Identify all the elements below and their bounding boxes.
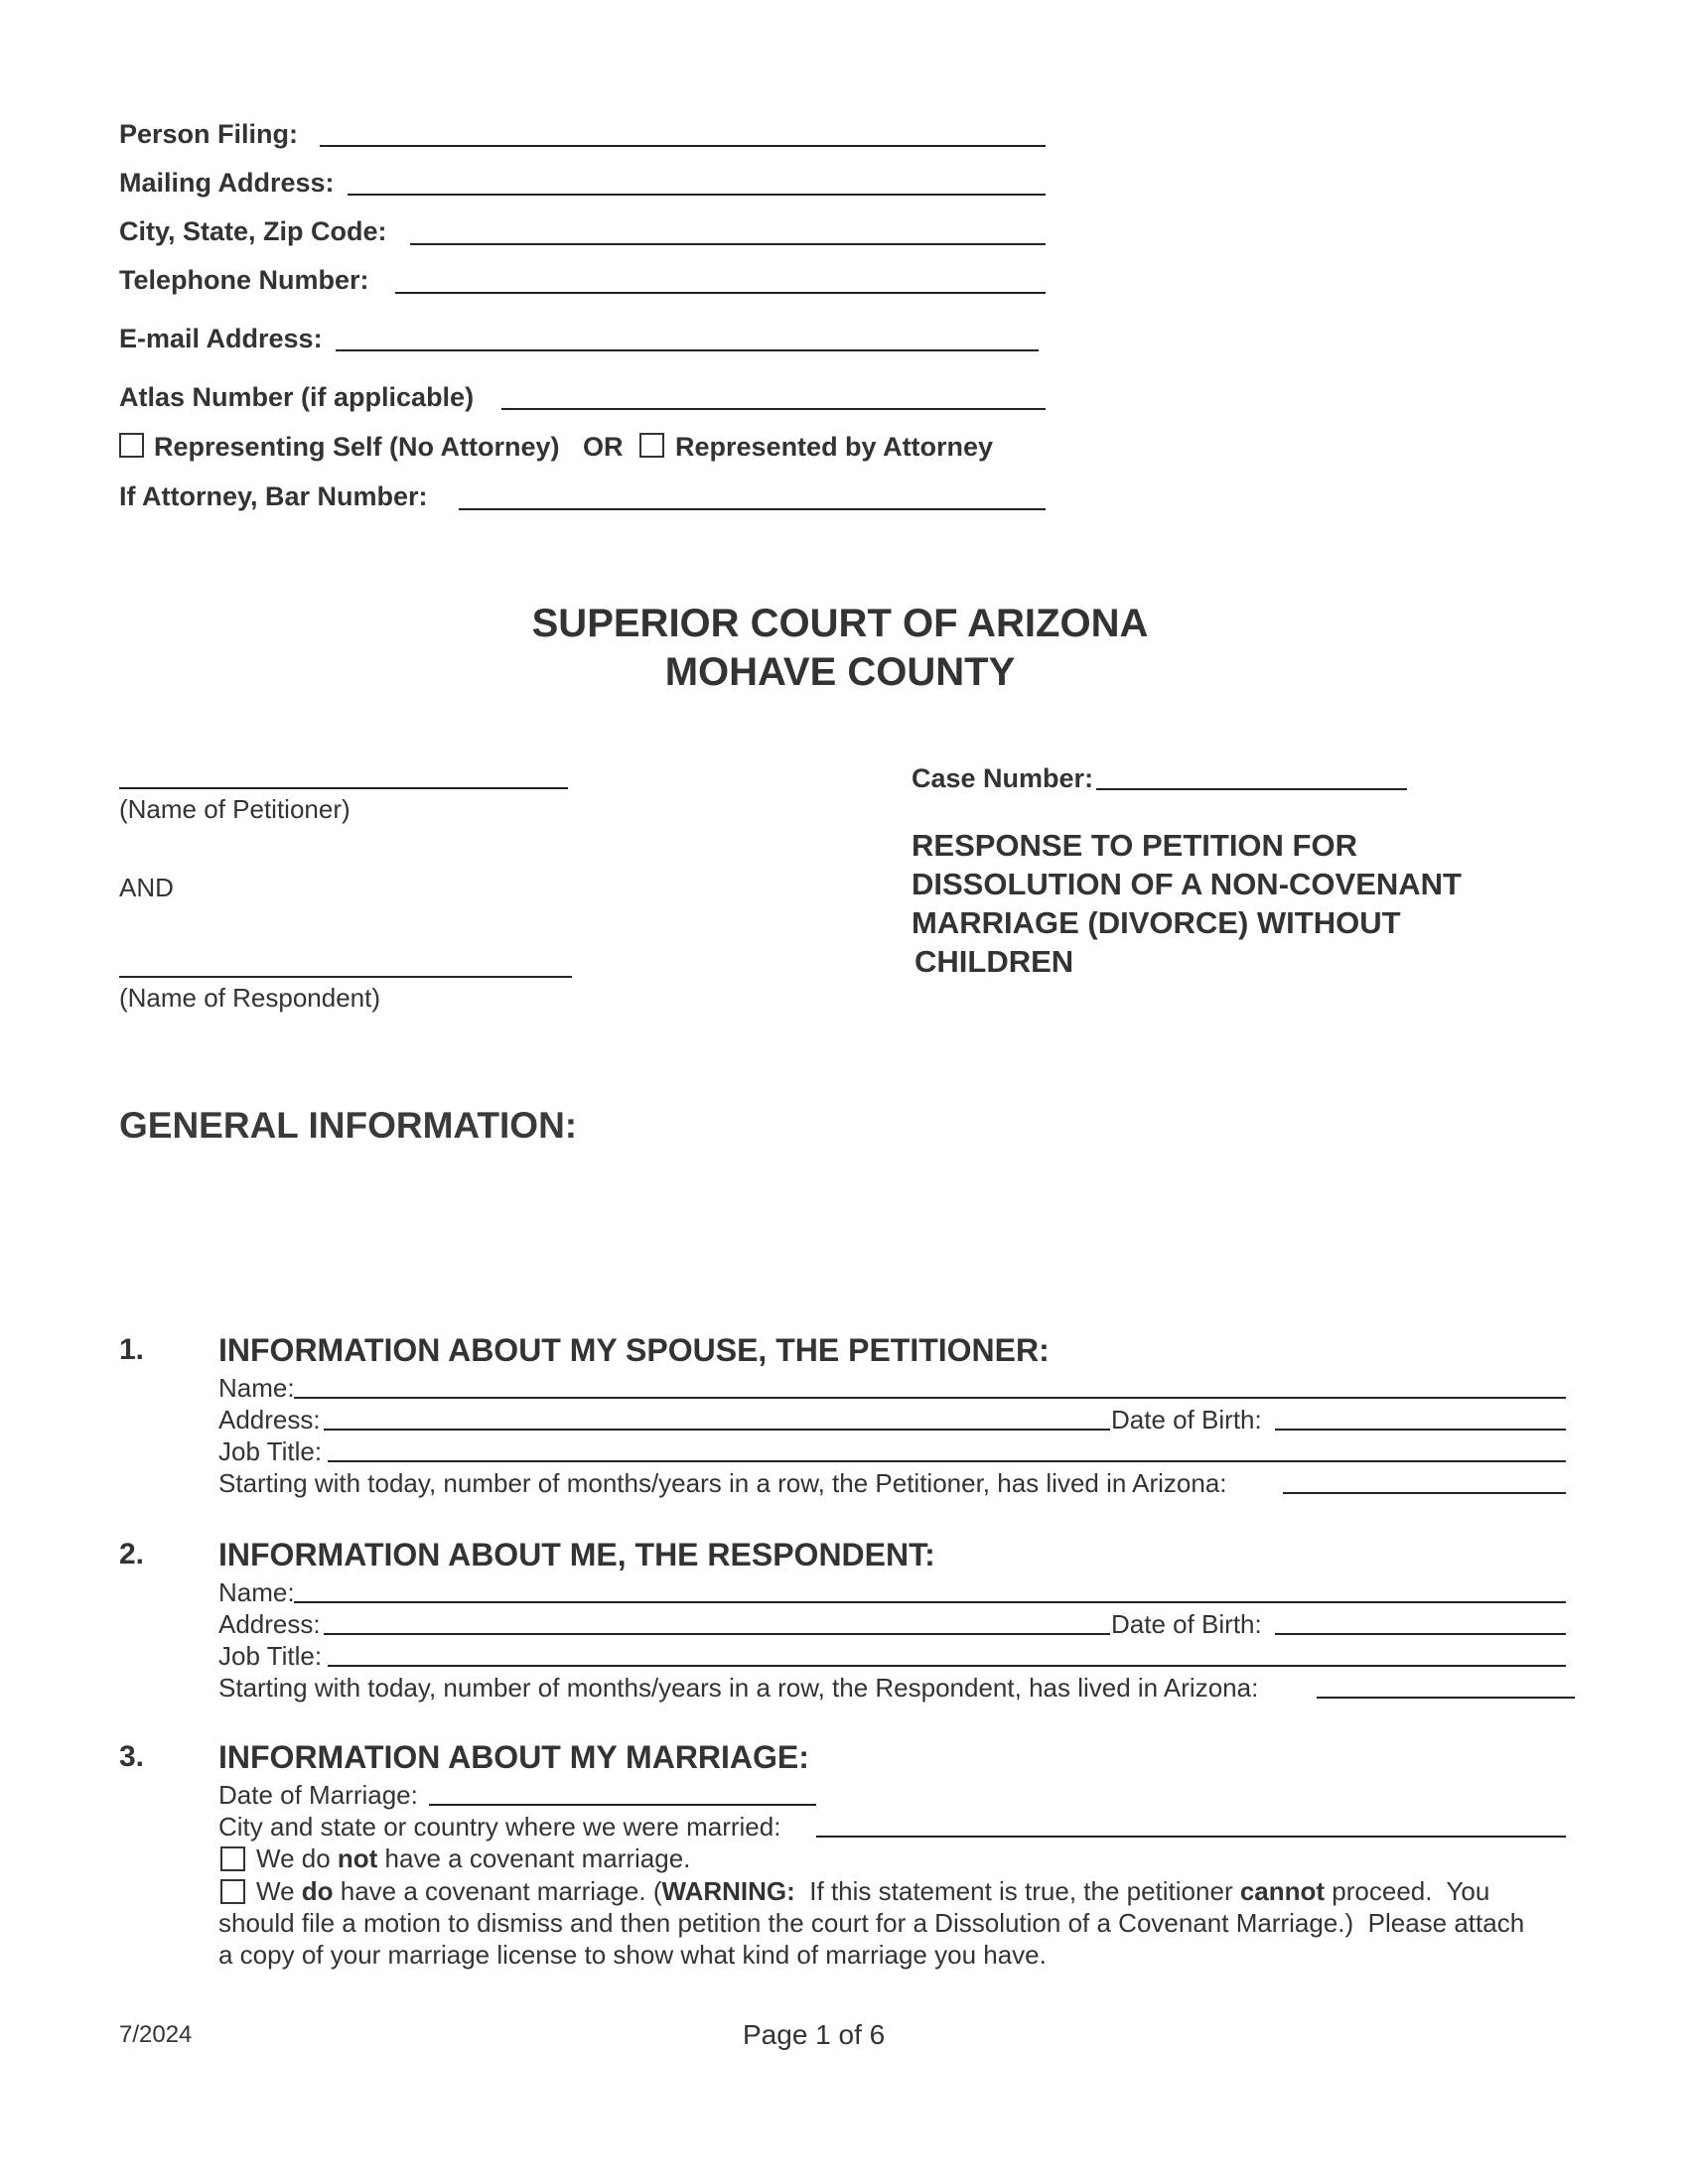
telephone-field[interactable] (395, 292, 1046, 294)
document-title-line-1: RESPONSE TO PETITION FOR (912, 828, 1357, 863)
no-covenant-text-a: We do (256, 1843, 338, 1873)
person-filing-label: Person Filing: (119, 119, 299, 149)
mailing-address-label: Mailing Address: (119, 168, 335, 198)
petitioner-address-label: Address: (218, 1405, 321, 1434)
email-label: E-mail Address: (119, 324, 323, 353)
general-information-heading: GENERAL INFORMATION: (119, 1105, 578, 1146)
respondent-dob-input[interactable] (1275, 1633, 1566, 1635)
respondent-caption: (Name of Respondent) (119, 983, 381, 1013)
petitioner-name-label: Name: (218, 1373, 295, 1403)
section-2-title: INFORMATION ABOUT ME, THE RESPONDENT: (218, 1537, 935, 1572)
covenant-text-a: We (256, 1876, 302, 1906)
mailing-address-field[interactable] (348, 194, 1046, 196)
covenant-text-g: proceed. You (1325, 1876, 1490, 1906)
respondent-residence-input[interactable] (1317, 1697, 1575, 1699)
petitioner-residence-input[interactable] (1283, 1492, 1566, 1494)
respondent-residence-label: Starting with today, number of months/years in a row, the Respondent, has lived in Arizona: (218, 1673, 1259, 1703)
respondent-name-field[interactable] (119, 976, 572, 978)
case-number-label: Case Number: (912, 763, 1094, 793)
telephone-label: Telephone Number: (119, 265, 369, 295)
person-filing-field[interactable] (320, 145, 1046, 147)
respondent-dob-label: Date of Birth: (1111, 1609, 1262, 1639)
petitioner-job-input[interactable] (328, 1460, 1566, 1462)
covenant-label (256, 1876, 1489, 1907)
covenant-text-e: If this statement is true, the petitioner (794, 1876, 1240, 1906)
covenant-text-cannot: cannot (1239, 1876, 1326, 1906)
county-title: MOHAVE COUNTY (664, 650, 1016, 694)
marriage-place-label: City and state or country where we were married: (218, 1812, 781, 1842)
respondent-name-input[interactable] (294, 1601, 1566, 1603)
representing-self-label: Representing Self (No Attorney) (154, 432, 560, 462)
representing-self-checkbox[interactable] (119, 433, 144, 458)
court-title: SUPERIOR COURT OF ARIZONA (531, 602, 1149, 645)
section-1-number: 1. (119, 1333, 145, 1366)
city-state-zip-label: City, State, Zip Code: (119, 216, 387, 246)
petitioner-dob-label: Date of Birth: (1111, 1405, 1262, 1434)
marriage-place-input[interactable] (816, 1836, 1566, 1838)
covenant-text-do: do (301, 1876, 334, 1906)
petitioner-job-label: Job Title: (218, 1436, 323, 1466)
bar-number-label: If Attorney, Bar Number: (119, 481, 428, 511)
marriage-date-input[interactable] (429, 1804, 816, 1806)
bar-number-field[interactable] (459, 508, 1046, 510)
or-label: OR (583, 432, 624, 462)
petitioner-address-input[interactable] (324, 1429, 1110, 1431)
document-title-line-4: CHILDREN (914, 944, 1074, 979)
section-2-number: 2. (119, 1538, 145, 1570)
case-number-field[interactable] (1096, 788, 1407, 790)
email-field[interactable] (336, 349, 1039, 351)
covenant-warning: WARNING: (661, 1876, 795, 1906)
no-covenant-text-c: have a covenant marriage. (377, 1843, 691, 1873)
covenant-line-3: a copy of your marriage license to show what kind of marriage you have. (218, 1940, 1047, 1970)
respondent-job-label: Job Title: (218, 1641, 323, 1671)
footer-page-number: Page 1 of 6 (743, 2019, 886, 2050)
respondent-job-input[interactable] (328, 1665, 1566, 1667)
atlas-label: Atlas Number (if applicable) (119, 382, 475, 412)
city-state-zip-field[interactable] (410, 243, 1046, 245)
covenant-checkbox[interactable] (220, 1879, 245, 1904)
section-3-title: INFORMATION ABOUT MY MARRIAGE: (218, 1739, 809, 1775)
petitioner-name-input[interactable] (294, 1397, 1566, 1399)
and-label: AND (119, 873, 174, 902)
petitioner-name-field[interactable] (119, 787, 568, 789)
respondent-name-label: Name: (218, 1577, 295, 1607)
atlas-field[interactable] (501, 408, 1046, 410)
footer-date: 7/2024 (119, 2021, 193, 2048)
covenant-text-c: have a covenant marriage. ( (333, 1876, 662, 1906)
petitioner-caption: (Name of Petitioner) (119, 794, 351, 824)
section-1-title: INFORMATION ABOUT MY SPOUSE, THE PETITIONER: (218, 1332, 1050, 1368)
no-covenant-text-not: not (337, 1843, 378, 1873)
respondent-address-input[interactable] (324, 1633, 1110, 1635)
petitioner-residence-label: Starting with today, number of months/years in a row, the Petitioner, has lived in Arizona: (218, 1468, 1227, 1498)
respondent-address-label: Address: (218, 1609, 321, 1639)
no-covenant-checkbox[interactable] (220, 1846, 245, 1871)
document-title-line-3: MARRIAGE (DIVORCE) WITHOUT (912, 905, 1401, 940)
represented-by-attorney-label: Represented by Attorney (675, 432, 994, 462)
represented-by-attorney-checkbox[interactable] (639, 433, 664, 458)
marriage-date-label: Date of Marriage: (218, 1780, 418, 1810)
no-covenant-label (256, 1843, 690, 1874)
document-title-line-2: DISSOLUTION OF A NON-COVENANT (912, 867, 1462, 901)
covenant-line-2: should file a motion to dismiss and then petition the court for a Dissolution of a Covenant Marriage.) Please attach (218, 1908, 1525, 1938)
petitioner-dob-input[interactable] (1275, 1429, 1566, 1431)
section-3-number: 3. (119, 1740, 145, 1773)
